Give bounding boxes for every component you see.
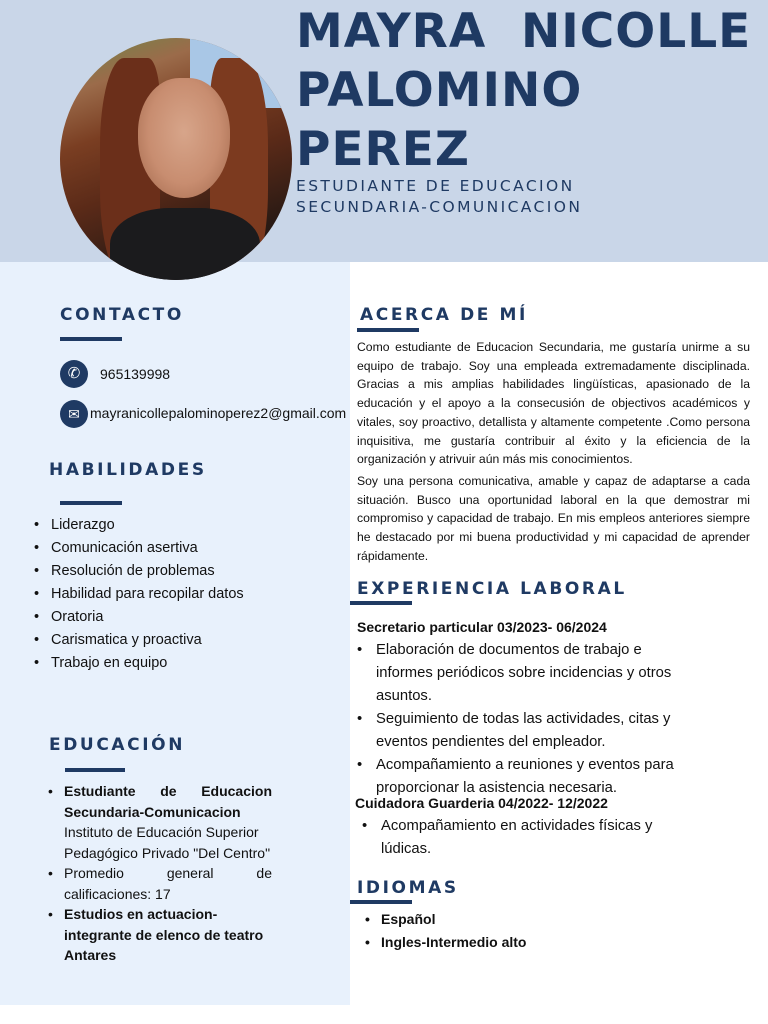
education-degree: • Estudiante de Educacion Secundaria-Comunicacion bbox=[64, 783, 272, 820]
name-line-3: PEREZ bbox=[296, 122, 470, 177]
bottom-strip bbox=[0, 1005, 768, 1024]
list-item: • Oratoria bbox=[34, 606, 244, 629]
experience-title: EXPERIENCIA LABORAL bbox=[357, 579, 627, 599]
about-paragraph-1: Como estudiante de Educacion Secundaria, me gustaría unirme a su equipo de trabajo. Soy una empleada extremadamente disciplinada. Gracias a mis amplias habilidades lingüísticas, apasionado de la educación y el apoyo a la consecusión de objectivos académicos y vitales, soy proactivo, detallista y altamente competente .Como persona inquisitiva, me gustaría contribuir al éxito y la eficiencia de la organización y atrivuir aún más mis conocimientos. bbox=[357, 340, 750, 467]
education-acting: • Estudios en actuacion-integrante de elenco de teatro Antares bbox=[64, 906, 264, 963]
list-item: • Promedio general de calificaciones: 17 bbox=[48, 863, 272, 904]
list-item: • Español bbox=[365, 908, 526, 931]
about-paragraph-2: Soy una persona comunicativa, amable y capaz de adaptarse a cada situación. Busco una oportunidad laboral en la que demostrar mi compromiso y capacidad de trabajo. En mis empleos anteriores siempre he destacado por mi buena productividad y mi capacidad de aprender rápidamente. bbox=[357, 474, 750, 563]
languages-title: IDIOMAS bbox=[357, 878, 459, 898]
list-item: • Acompañamiento a reuniones y eventos para proporcionar la asistencia necesaria. bbox=[357, 754, 702, 800]
job-subtitle bbox=[296, 176, 582, 218]
subtitle-line-2: SECUNDARIA-COMUNICACION bbox=[296, 198, 583, 216]
about-title: ACERCA DE MÍ bbox=[360, 305, 528, 325]
list-item: • Habilidad para recopilar datos bbox=[34, 583, 244, 606]
list-item: • Liderazgo bbox=[34, 514, 244, 537]
subtitle-line-1: ESTUDIANTE DE EDUCACION bbox=[296, 177, 575, 195]
list-item: • Ingles-Intermedio alto bbox=[365, 931, 526, 954]
list-item bbox=[48, 904, 272, 966]
list-item: • Seguimiento de todas las actividades, citas y eventos pendientes del empleador. bbox=[357, 708, 702, 754]
education-list bbox=[48, 781, 272, 966]
job-1-duties bbox=[357, 639, 702, 800]
about-underline bbox=[357, 328, 419, 332]
photo-face bbox=[138, 78, 230, 198]
job-1-title: Secretario particular 03/2023- 06/2024 bbox=[357, 619, 607, 635]
contact-underline bbox=[60, 337, 122, 341]
languages-list bbox=[365, 908, 526, 954]
skills-title: HABILIDADES bbox=[49, 460, 207, 480]
education-underline bbox=[65, 768, 125, 772]
list-item: • Comunicación asertiva bbox=[34, 537, 244, 560]
contact-title: CONTACTO bbox=[60, 305, 184, 325]
job-2-duties bbox=[362, 815, 662, 861]
name-line-1: MAYRA NICOLLE bbox=[296, 4, 752, 59]
phone-icon: ✆ bbox=[60, 360, 88, 388]
list-item: • Trabajo en equipo bbox=[34, 652, 244, 675]
skills-list bbox=[34, 514, 244, 675]
profile-photo bbox=[60, 38, 292, 280]
list-item: • Resolución de problemas bbox=[34, 560, 244, 583]
list-item: • Acompañamiento en actividades físicas y lúdicas. bbox=[362, 815, 662, 861]
list-item bbox=[48, 781, 272, 863]
photo-shirt bbox=[110, 208, 260, 280]
languages-underline bbox=[350, 900, 412, 904]
education-institution: Instituto de Educación Superior Pedagógico Privado "Del Centro" bbox=[64, 824, 271, 861]
experience-underline bbox=[350, 601, 412, 605]
name-line-2: PALOMINO bbox=[296, 63, 583, 118]
job-2-title: Cuidadora Guarderia 04/2022- 12/2022 bbox=[355, 795, 608, 811]
envelope-icon: ✉ bbox=[60, 400, 88, 428]
skills-underline bbox=[60, 501, 122, 505]
full-name bbox=[296, 2, 751, 179]
email-address[interactable]: mayranicollepalominoperez2@gmail.com bbox=[90, 405, 347, 421]
education-title: EDUCACIÓN bbox=[49, 735, 186, 755]
list-item: • Carismatica y proactiva bbox=[34, 629, 244, 652]
list-item: • Elaboración de documentos de trabajo e informes periódicos sobre incidencias y otros asuntos. bbox=[357, 639, 702, 708]
phone-number[interactable]: 965139998 bbox=[100, 366, 171, 382]
